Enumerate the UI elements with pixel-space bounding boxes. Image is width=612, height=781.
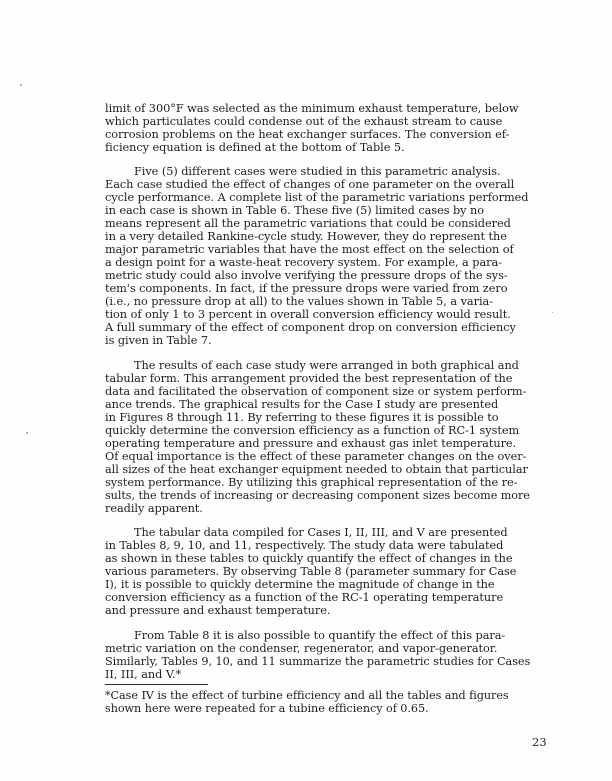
text-line: means represent all the parametric variations that could be considered <box>105 217 511 230</box>
page-number: 23 <box>532 735 547 749</box>
footnote-rule <box>105 684 208 685</box>
text-line: II, III, and V.* <box>105 668 182 681</box>
text-line: readily apparent. <box>105 502 203 515</box>
footnote-line: shown here were repeated for a tubine efficiency of 0.65. <box>105 702 429 715</box>
text-line: tion of only 1 to 3 percent in overall conversion efficiency would result. <box>105 308 511 321</box>
text-line: in a very detailed Rankine-cycle study. However, they do represent the <box>105 230 507 243</box>
text-line: sults, the trends of increasing or decreasing component sizes become more <box>105 489 530 502</box>
text-line: Each case studied the effect of changes of one parameter on the overall <box>105 178 515 191</box>
text-line: limit of 300°F was selected as the minimum exhaust temperature, below <box>105 102 519 115</box>
scan-speck <box>20 84 22 86</box>
text-line: data and facilitated the observation of component size or system perform- <box>105 385 527 398</box>
text-line: From Table 8 it is also possible to quantify the effect of this para- <box>134 629 506 642</box>
text-line: is given in Table 7. <box>105 334 212 347</box>
text-line: major parametric variables that have the most effect on the selection of <box>105 243 514 256</box>
scan-speck <box>552 312 553 313</box>
text-line: as shown in these tables to quickly quantify the effect of changes in the <box>105 552 513 565</box>
text-line: various parameters. By observing Table 8 (parameter summary for Case <box>105 565 517 578</box>
text-line: I), it is possible to quickly determine the magnitude of change in the <box>105 578 495 591</box>
text-line: cycle performance. A complete list of the parametric variations performed <box>105 191 529 204</box>
text-line: which particulates could condense out of the exhaust stream to cause <box>105 115 503 128</box>
text-line: conversion efficiency as a function of the RC-1 operating temperature <box>105 591 504 604</box>
text-line: A full summary of the effect of component drop on conversion efficiency <box>105 321 516 334</box>
text-line: in Figures 8 through 11. By referring to these figures it is possible to <box>105 411 499 424</box>
text-line: operating temperature and pressure and exhaust gas inlet temperature. <box>105 437 517 450</box>
text-line: metric study could also involve verifying the pressure drops of the sys- <box>105 269 508 282</box>
text-line: tabular form. This arrangement provided the best representation of the <box>105 372 513 385</box>
text-line: in Tables 8, 9, 10, and 11, respectively. The study data were tabulated <box>105 539 504 552</box>
text-line: in each case is shown in Table 6. These five (5) limited cases by no <box>105 204 485 217</box>
text-line: ficiency equation is defined at the bottom of Table 5. <box>105 141 405 154</box>
text-line: and pressure and exhaust temperature. <box>105 604 331 617</box>
text-line: tem's components. In fact, if the pressure drops were varied from zero <box>105 282 508 295</box>
footnote-line: *Case IV is the effect of turbine efficiency and all the tables and figures <box>105 689 509 702</box>
text-line: quickly determine the conversion efficiency as a function of RC-1 system <box>105 424 520 437</box>
text-line: all sizes of the heat exchanger equipment needed to obtain that particular <box>105 463 528 476</box>
text-line: The results of each case study were arranged in both graphical and <box>134 359 519 372</box>
text-line: Similarly, Tables 9, 10, and 11 summarize the parametric studies for Cases <box>105 655 531 668</box>
text-line: a design point for a waste-heat recovery system. For example, a para- <box>105 256 502 269</box>
text-line: (i.e., no pressure drop at all) to the values shown in Table 5, a varia- <box>105 295 493 308</box>
text-line: metric variation on the condenser, regenerator, and vapor-generator. <box>105 642 498 655</box>
text-line: The tabular data compiled for Cases I, II, III, and V are presented <box>134 526 508 539</box>
text-line: Five (5) different cases were studied in this parametric analysis. <box>134 165 501 178</box>
text-line: system performance. By utilizing this graphical representation of the re- <box>105 476 518 489</box>
text-line: corrosion problems on the heat exchanger surfaces. The conversion ef- <box>105 128 510 141</box>
scan-speck <box>26 432 28 434</box>
text-line: Of equal importance is the effect of these parameter changes on the over- <box>105 450 527 463</box>
text-line: ance trends. The graphical results for the Case I study are presented <box>105 398 499 411</box>
